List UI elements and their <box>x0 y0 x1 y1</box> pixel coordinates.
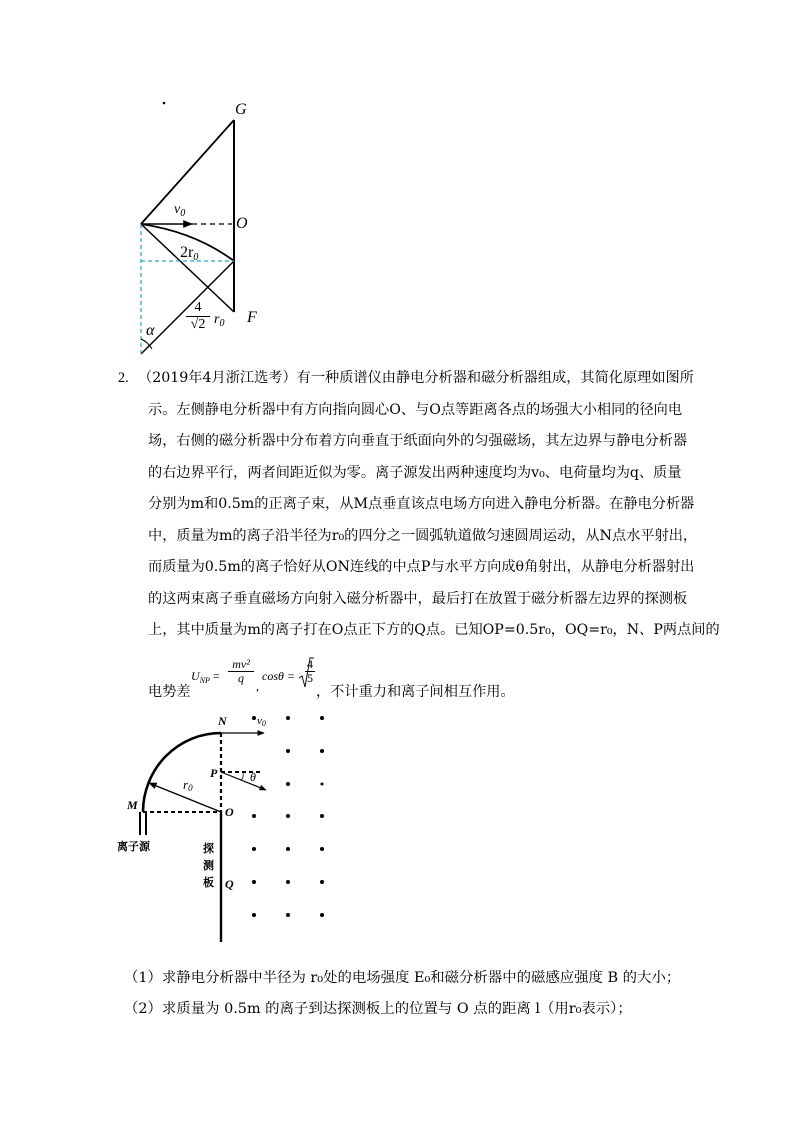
label-O: O <box>236 215 248 232</box>
problem-line-1: （2019年4月浙江选考）有一种质谱仪由静电分析器和磁分析器组成，其简化原理如图所 <box>138 370 694 386</box>
problem-line-3: 场，右侧的磁分析器中分布着方向垂直于纸面向外的匀强磁场，其左边界与静电分析器 <box>148 433 688 449</box>
label-O-fig2: O <box>225 805 234 819</box>
label-N: N <box>218 714 227 728</box>
problem-line-6: 中，质量为m的离子沿半径为r₀的四分之一圆弧轨道做匀速圆周运动，从N点水平射出， <box>148 527 698 544</box>
label-alpha: α <box>146 322 155 339</box>
problem-line-8: 的这两束离子垂直磁场方向射入磁分析器中，最后打在放置于磁分析器左边界的探测板 <box>148 590 688 607</box>
label-plate-1: 探 <box>203 842 214 855</box>
question-1: （1）求静电分析器中半径为 r₀处的电场强度 E₀和磁分析器中的磁感应强度 B 的大小； <box>124 970 681 986</box>
potential-prefix: 电势差 <box>148 684 191 700</box>
label-plate-3: 板 <box>203 876 214 889</box>
problem-number: 2. <box>118 370 129 386</box>
label-F: F <box>247 309 257 326</box>
label-2r0: $2r_0$ <box>180 244 199 263</box>
label-r0-fig2: r0 <box>183 777 193 793</box>
label-M: M <box>127 798 138 812</box>
label-v0-fig2: v0 <box>257 715 266 728</box>
label-Q: Q <box>225 877 234 891</box>
label-G: G <box>235 101 247 118</box>
formula-fraction: mv² q <box>228 658 254 685</box>
problem-line-5: 分别为m和0.5m的正离子束，从M点垂直该点电场方向进入静电分析器。在静电分析器 <box>148 496 695 512</box>
problem-line-7: 而质量为0.5m的离子恰好从ON连线的中点P与水平方向成θ角射出，从静电分析器射出 <box>148 559 695 575</box>
label-P: P <box>210 766 218 780</box>
magnetic-field-dots <box>252 716 324 917</box>
formula-root-fraction: 4 5 <box>307 657 313 685</box>
label-v0: $v_0$ <box>174 202 186 219</box>
theta-angle-arc <box>241 772 243 780</box>
problem-line-2: 示。左侧静电分析器中有方向指向圆心O、与O点等距离各点的场强大小相同的径向电 <box>148 401 683 418</box>
potential-suffix: ，不计重力和离子间相互作用。 <box>316 684 515 700</box>
label-theta: θ <box>250 770 256 784</box>
label-r0-fig1: $r_0$ <box>214 312 225 329</box>
formula-U-NP: $U_{NP}$ = <box>191 669 220 685</box>
problem-line-4: 的右边界平行，两者间距近似为零。离子源发出两种速度均为v₀、电荷量均为q、质量 <box>148 464 682 481</box>
fraction-4-over-root2: 4 √2 <box>186 300 210 333</box>
formula-cos: cosθ = <box>262 669 295 683</box>
label-plate-2: 测 <box>203 859 214 872</box>
formula-comma: , <box>256 679 259 693</box>
problem-line-9: 上，其中质量为m的离子打在O点正下方的Q点。已知OP=0.5r₀，OQ=r₀，N、P两点间的 <box>148 622 720 638</box>
label-ion-source: 离子源 <box>117 840 150 853</box>
question-2: （2）求质量为 0.5m 的离子到达探测板上的位置与 O 点的距离 l（用r₀表示）； <box>124 1001 632 1017</box>
